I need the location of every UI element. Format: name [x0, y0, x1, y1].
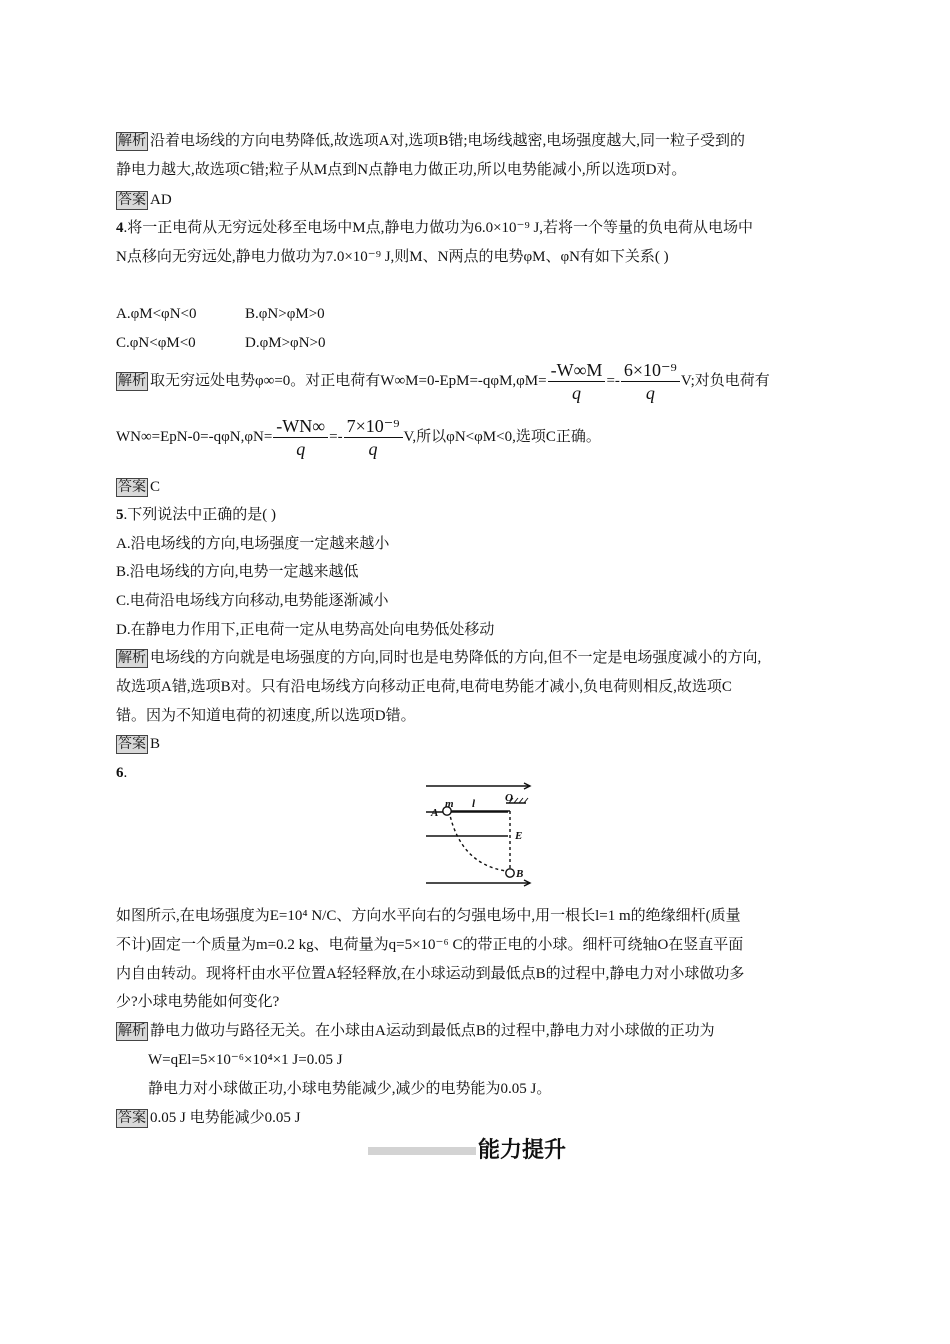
label-m: m [445, 798, 454, 810]
label-e: E [515, 830, 523, 842]
q5-stem: 5.下列说法中正确的是( ) [116, 507, 276, 523]
field-diagram [420, 782, 540, 892]
label-b: B [516, 868, 524, 880]
q4-option-d: D.φM>φN>0 [245, 335, 326, 351]
q5-answer: 答案 B [118, 736, 161, 752]
arc-path [449, 811, 506, 871]
heading-bar [368, 1147, 476, 1155]
q4-analysis-line-1: 解析 取无穷远处电势φ∞=0。对正电荷有W∞M=0-EpM=-qφM,φM= $\frac{-W\infty M}{q}$ =- $\frac{\text{6×10⁻⁹}}{q}$ V;对负电荷有 [118, 360, 770, 404]
fraction: $\frac{-WN\infty}{q}$ [273, 415, 328, 460]
q5-analysis-line-1: 解析 电场线的方向就是电场强度的方向,同时也是电势降低的方向,但不一定是电场强度减小的方向, [118, 650, 762, 666]
p3-analysis-line-2: 静电力越大,故选项C错;粒子从M点到N点静电力做正功,所以电势能减小,所以选项D对。 [116, 162, 687, 178]
q5-option-b: B.沿电场线的方向,电势一定越来越低 [116, 564, 359, 580]
q6-answer: 答案 0.05 J 电势能减少0.05 J [118, 1110, 301, 1126]
analysis-tag: 解析 [118, 134, 146, 149]
q4-option-b: B.φN>φM>0 [245, 306, 325, 322]
q4-stem-line-1: 4.将一正电荷从无穷远处移至电场中M点,静电力做功为6.0×10⁻⁹ J,若将一个等量的负电荷从电场中 [116, 220, 754, 236]
answer-tag: 答案 [118, 480, 146, 495]
q5-option-c: C.电荷沿电场线方向移动,电势能逐渐减小 [116, 593, 389, 609]
section-title: 能力提升 [478, 1138, 567, 1163]
q5-analysis-line-2: 故选项A错,选项B对。只有沿电场线方向移动正电荷,电荷电势能才减小,负电荷则相反,故选项C [116, 679, 732, 695]
analysis-tag: 解析 [118, 1024, 146, 1039]
q5-analysis-line-3: 错。因为不知道电荷的初速度,所以选项D错。 [116, 708, 416, 724]
q6-analysis-line-3: 静电力对小球做正功,小球电势能减少,减少的电势能为0.05 J。 [148, 1081, 552, 1097]
analysis-tag: 解析 [118, 651, 146, 666]
question-number: 5 [116, 507, 124, 523]
p3-analysis-line-1: 解析 沿着电场线的方向电势降低,故选项A对,选项B错;电场线越密,电场强度越大,同一粒子受到的 [118, 133, 746, 149]
q5-option-a: A.沿电场线的方向,电场强度一定越来越小 [116, 536, 390, 552]
q4-option-c: C.φN<φM<0 [116, 335, 196, 351]
answer-tag: 答案 [118, 193, 146, 208]
q6-stem-line-2: 不计)固定一个质量为m=0.2 kg、电荷量为q=5×10⁻⁶ C的带正电的小球。细杆可绕轴O在竖直平面 [116, 937, 744, 953]
q4-option-a: A.φM<φN<0 [116, 306, 197, 322]
section-heading [368, 1136, 628, 1166]
fraction: $\frac{-W\infty M}{q}$ [548, 359, 606, 404]
q5-option-d: D.在静电力作用下,正电荷一定从电势高处向电势低处移动 [116, 622, 495, 638]
label-o: O [505, 792, 513, 804]
answer-tag: 答案 [118, 1111, 146, 1126]
q6-analysis-line-1: 解析 静电力做功与路径无关。在小球由A运动到最低点B的过程中,静电力对小球做的正功为 [118, 1023, 715, 1039]
ball-b [506, 869, 514, 877]
q6-number: 6. [116, 765, 128, 781]
q6-analysis-line-2: W=qEl=5×10⁻⁶×10⁴×1 J=0.05 J [148, 1052, 343, 1068]
q6-stem-line-1: 如图所示,在电场强度为E=10⁴ N/C、方向水平向右的匀强电场中,用一根长l=1 m的绝缘细杆(质量 [116, 908, 741, 924]
q4-stem-line-2: N点移向无穷远处,静电力做功为7.0×10⁻⁹ J,则M、N两点的电势φM、φN有如下关系( ) [116, 249, 669, 265]
fraction: $\frac{\text{6×10⁻⁹}}{q}$ [621, 359, 680, 404]
label-a: A [431, 807, 439, 819]
p3-answer: 答案 AD [118, 192, 172, 208]
q6-stem-line-3: 内自由转动。现将杆由水平位置A轻轻释放,在小球运动到最低点B的过程中,静电力对小球做功多 [116, 966, 745, 982]
q4-answer: 答案 C [118, 479, 161, 495]
answer-tag: 答案 [118, 737, 146, 752]
fraction: $\frac{\text{7×10⁻⁹}}{q}$ [344, 415, 403, 460]
question-number: 4 [116, 220, 124, 236]
q6-stem-line-4: 少?小球电势能如何变化? [116, 994, 280, 1010]
analysis-tag: 解析 [118, 374, 146, 389]
q4-analysis-line-2: WN∞=EpN-0=-qφN,φN= $\frac{-WN\infty}{q}$ =- $\frac{\text{7×10⁻⁹}}{q}$ V,所以φN<φM<0,选项C正确。 [116, 416, 601, 460]
label-l: l [472, 798, 476, 810]
